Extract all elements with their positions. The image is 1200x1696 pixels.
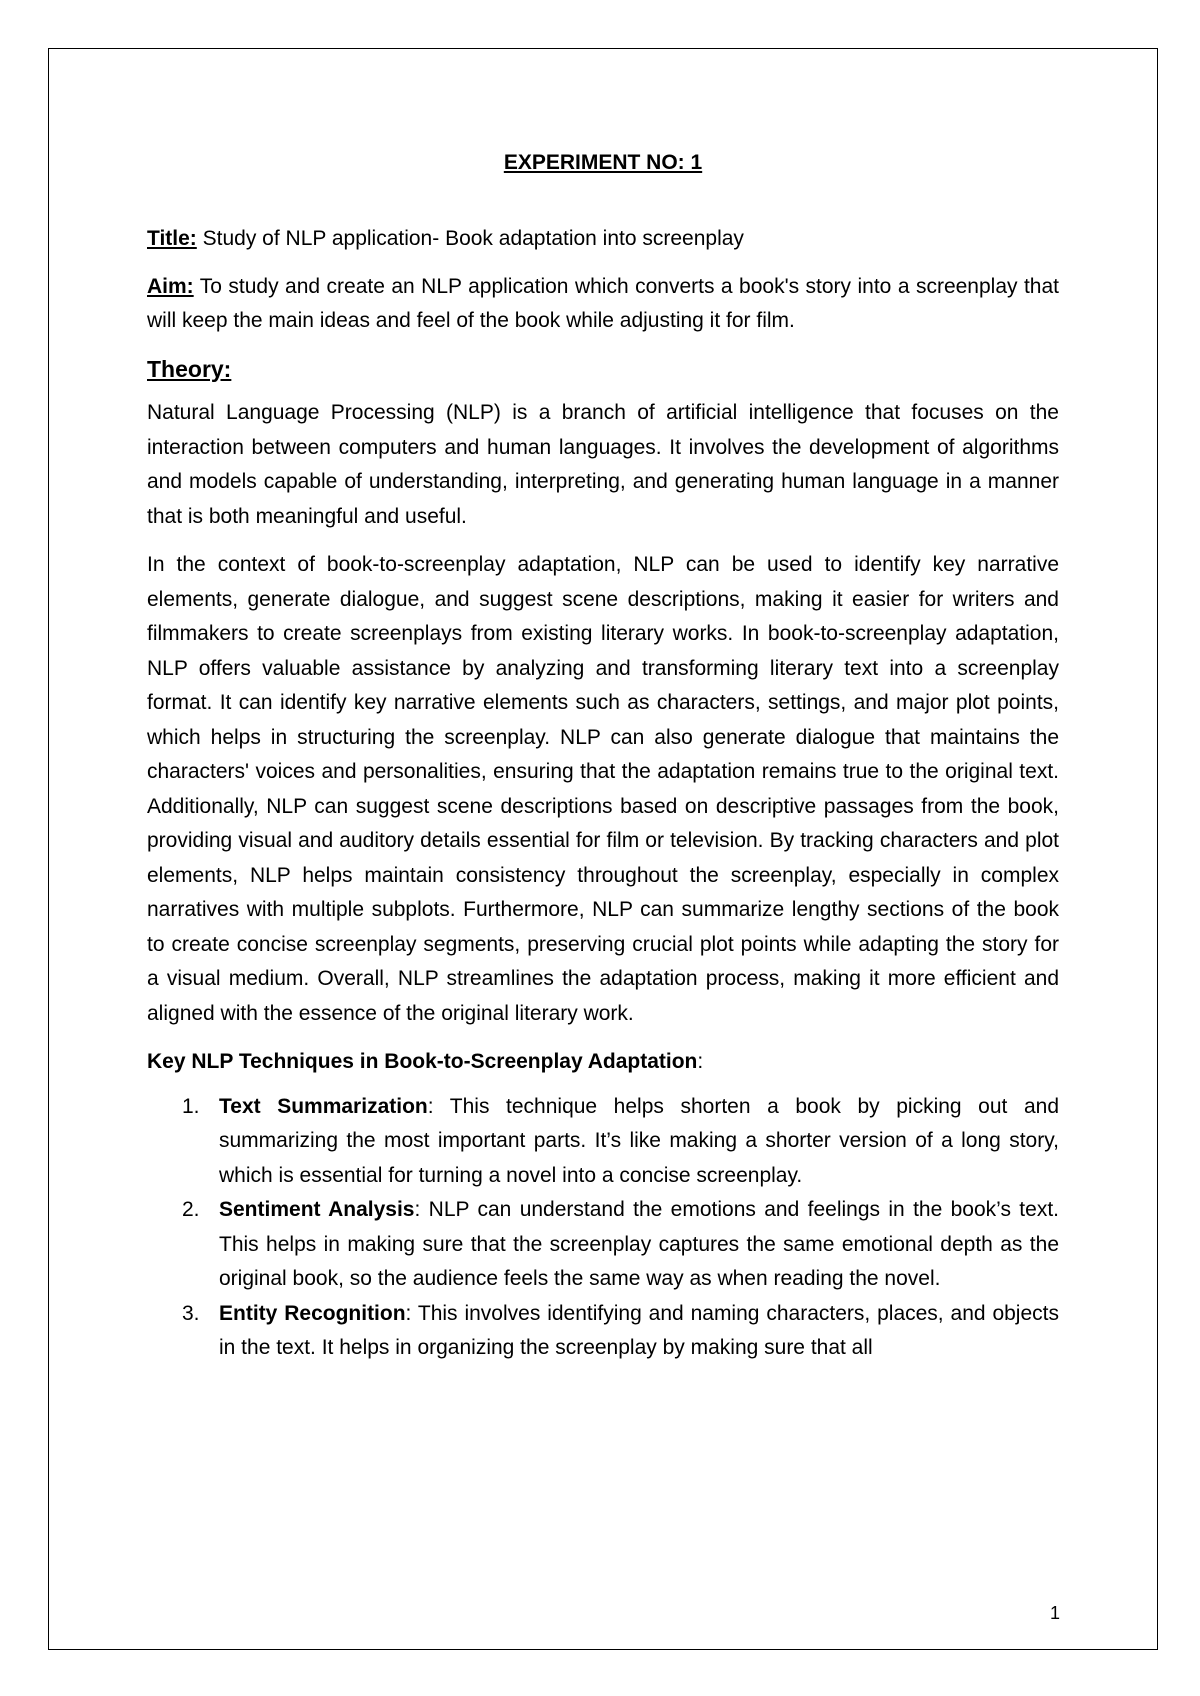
list-item-term: Sentiment Analysis	[219, 1198, 415, 1221]
list-item-number: 3.	[182, 1301, 200, 1325]
theory-heading: Theory:	[147, 355, 232, 382]
experiment-heading: EXPERIMENT NO: 1	[503, 151, 703, 174]
theory-paragraph-2: In the context of book-to-screenplay adaptation, NLP can be used to identify key narrative elements, generate dialogue, and suggest scene descriptions, making it easier for writers and filmmakers to create screenplays from existing literary works. In book-to-screenplay adaptation, NLP offers valuable assistance by analyzing and transforming literary text into a screenplay format. It can identify key narrative elements such as characters, settings, and major plot points, which helps in structuring the screenplay. NLP can also generate dialogue that maintains the characters' voices and personalities, ensuring that the adaptation remains true to the original text. Additionally, NLP can suggest scene descriptions based on descriptive passages from the book, providing visual and auditory details essential for film or television. By tracking characters and plot elements, NLP helps maintain consistency throughout the screenplay, especially in complex narratives with multiple subplots. Furthermore, NLP can summarize lengthy sections of the book to create concise screenplay segments, preserving crucial plot points while adapting the story for a visual medium. Overall, NLP streamlines the adaptation process, making it more efficient and aligned with the essence of the original literary work.	[147, 553, 1059, 1025]
list-item	[147, 1090, 1059, 1194]
list-item-number: 2.	[182, 1198, 200, 1221]
aim-text: To study and create an NLP application which converts a book's story into a screenplay that will keep the main ideas and feel of the book while adjusting it for film.	[147, 274, 1059, 332]
list-item	[147, 1193, 1059, 1297]
page-number: 1	[1049, 1603, 1060, 1623]
aim-field	[147, 270, 1059, 339]
list-item-text: : This involves identifying and naming characters, places, and objects in the text. It helps in organizing the screenplay by making sure that all	[219, 1301, 1059, 1359]
list-item-term: Entity Recognition	[219, 1301, 406, 1325]
title-text: Study of NLP application- Book adaptation into screenplay	[202, 227, 744, 250]
key-techniques-heading-text: Key NLP Techniques in Book-to-Screenplay Adaptation	[147, 1050, 698, 1073]
list-item-term: Text Summarization	[219, 1094, 428, 1118]
theory-paragraph-1: Natural Language Processing (NLP) is a branch of artificial intelligence that focuses on the interaction between computers and human languages. It involves the development of algorithms and models capable of understanding, interpreting, and generating human language in a manner that is both meaningful and useful.	[147, 401, 1059, 528]
title-field	[147, 222, 1059, 257]
title-label: Title:	[147, 227, 197, 250]
key-techniques-heading-colon: :	[697, 1050, 704, 1073]
aim-label: Aim:	[147, 274, 194, 298]
list-item	[147, 1297, 1059, 1366]
document-body	[147, 146, 1059, 1366]
list-item-number: 1.	[182, 1094, 200, 1118]
techniques-list	[147, 1090, 1059, 1366]
list-item-text: : NLP can understand the emotions and feelings in the book’s text. This helps in making sure that the screenplay captures the same emotional depth as the original book, so the audience feels the same way as when reading the novel.	[219, 1198, 1059, 1290]
key-techniques-heading	[147, 1045, 1059, 1080]
list-item-text: : This technique helps shorten a book by picking out and summarizing the most important parts. It’s like making a shorter version of a long story, which is essential for turning a novel into a concise screenplay.	[219, 1094, 1059, 1187]
